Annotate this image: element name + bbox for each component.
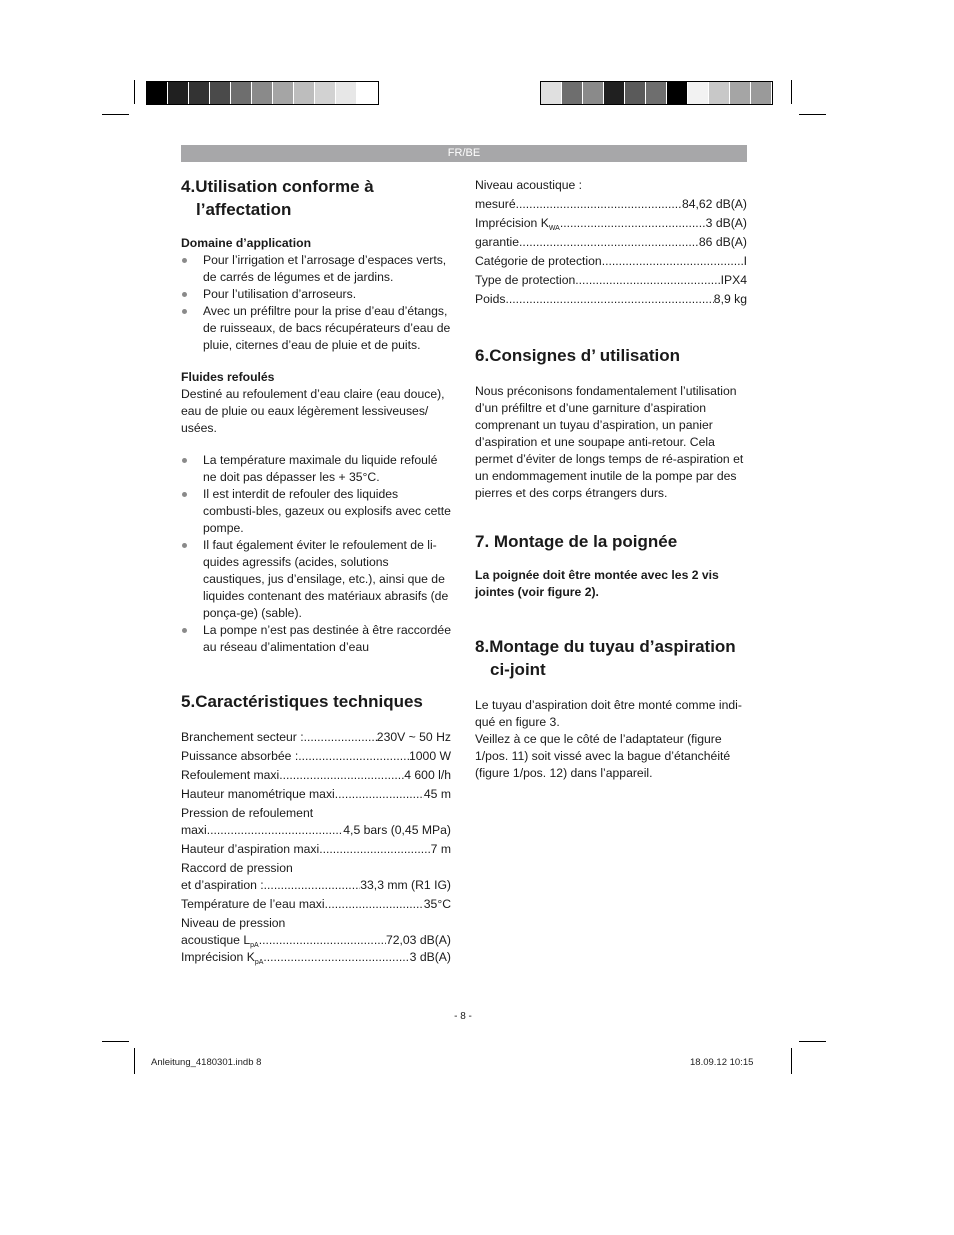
leader-dots [519, 234, 699, 251]
color-swatch [625, 82, 646, 104]
spec-value: 3 dB(A) [705, 216, 747, 230]
section-number: 7. [475, 532, 490, 551]
crop-mark [799, 1041, 826, 1042]
leader-dots [506, 291, 714, 308]
leader-dots [263, 949, 409, 966]
crop-mark [102, 1041, 129, 1042]
spec-label: Hauteur manométrique maxi. [181, 787, 339, 801]
color-swatch [667, 82, 688, 104]
list-item: Il est interdit de refouler des liquides combusti-bles, gazeux ou explosifs avec cette pompe. [181, 486, 451, 537]
leader-dots [319, 841, 430, 858]
leader-dots [338, 786, 424, 803]
leader-dots [602, 253, 744, 270]
spec-value: 7 m [430, 842, 451, 856]
section-8-text-1: Le tuyau d’aspiration doit être monté comme indi-qué en figure 3. [475, 698, 742, 729]
spec-label: maxi. [181, 823, 211, 837]
spec-row [181, 841, 451, 858]
spec-label: Poids [475, 292, 506, 306]
color-swatch [231, 82, 252, 104]
leader-dots [560, 215, 706, 232]
section-number: 5. [181, 692, 196, 711]
spec-pre: Raccord de pression [181, 861, 293, 875]
crop-mark [102, 114, 129, 115]
spec-label: Catégorie de protection [475, 254, 602, 268]
spec-label: garantie [475, 235, 520, 249]
leader-dots [298, 748, 409, 765]
list-item: Pour l’irrigation et l’arrosage d’espaces verts, de carrés de légumes et de jardins. [181, 252, 451, 286]
crop-mark [791, 80, 792, 104]
leader-dots [210, 822, 343, 839]
spec-row [475, 272, 747, 289]
color-swatch [168, 82, 189, 104]
crop-mark [134, 1048, 135, 1074]
spec-value: 230V ~ 50 Hz [376, 730, 451, 744]
color-swatch [541, 82, 562, 104]
leader-dots [516, 196, 682, 213]
left-column [181, 175, 451, 966]
fluides-heading: Fluides refoulés [181, 370, 275, 384]
page-number: - 8 - [454, 1011, 472, 1022]
color-swatch [147, 82, 168, 104]
section-title-text: Montage de la poignée [493, 532, 678, 551]
color-swatch [294, 82, 315, 104]
section-title-text: Caractéristiques techniques [195, 692, 423, 711]
footer-file: Anleitung_4180301.indb 8 [151, 1057, 262, 1068]
section-8-title [475, 635, 747, 681]
section-title-text: Utilisation conforme à l’affectation [195, 177, 374, 219]
section-8-text-2: Veillez à ce que le côté de l’adaptateur (figure 1/pos. 11) soit vissé avec la bague d’étanchéité (figure 1/pos. 12) dans l’appareil. [475, 732, 731, 780]
spec-row [181, 786, 451, 803]
spec-row [181, 896, 451, 913]
language-code: FR/BE [447, 147, 481, 159]
color-swatch [315, 82, 336, 104]
leader-dots [264, 877, 361, 894]
section-number: 6. [475, 346, 490, 365]
section-7-title [475, 530, 747, 553]
spec-row [475, 196, 747, 213]
spec-value: 33,3 mm (R1 IG) [360, 878, 451, 892]
color-swatch [210, 82, 231, 104]
color-swatch [730, 82, 751, 104]
spec-value: 45 m [423, 787, 451, 801]
language-header [181, 145, 747, 162]
section-7-text: La poignée doit être montée avec les 2 vis jointes (voir figure 2). [475, 568, 719, 599]
spec-row [181, 729, 451, 746]
niveau-acoustique-title: Niveau acoustique : [475, 178, 583, 192]
color-swatch [252, 82, 273, 104]
spec-label: Puissance absorbée : [181, 749, 299, 763]
section-6-title [475, 344, 747, 367]
leader-dots [259, 932, 386, 949]
color-swatch [189, 82, 210, 104]
leader-dots [325, 896, 424, 913]
color-swatch [273, 82, 294, 104]
spec-label: Imprécision $K_{WA}$ [475, 216, 560, 232]
spec-row [181, 949, 451, 966]
leader-dots [575, 272, 720, 289]
crop-mark [799, 114, 826, 115]
spec-value: 8,9 kg [713, 292, 747, 306]
spec-label: Branchement secteur : [181, 730, 304, 744]
spec-row [181, 767, 451, 784]
spec-value: 35°C [423, 897, 451, 911]
list-item: Avec un préfiltre pour la prise d’eau d’étangs, de ruisseaux, de bacs récupérateurs d’eau de pluie, citernes d’eau de pluie et de puits. [181, 303, 451, 354]
spec-label: Refoulement maxi. [181, 768, 283, 782]
color-swatch [562, 82, 583, 104]
spec-value: 86 dB(A) [698, 235, 747, 249]
spec-row [181, 822, 451, 839]
spec-label: Température de l’eau maxi [181, 897, 325, 911]
leader-dots [304, 729, 377, 746]
spec-row [181, 748, 451, 765]
color-bar-right [540, 81, 773, 105]
footer-date: 18.09.12 10:15 [690, 1057, 754, 1068]
color-swatch [646, 82, 667, 104]
fluides-list [181, 452, 451, 656]
color-swatch [688, 82, 709, 104]
list-item: Il faut également éviter le refoulement de li-quides agressifs (acides, solutions caustiques, jus d’ensilage, etc.), ainsi que de liquides contenant des matériaux abrasifs (de ponça-ge) (sable). [181, 537, 451, 622]
spec-value: IPX4 [720, 273, 747, 287]
spec-label: et d’aspiration : [181, 878, 264, 892]
spec-label: Imprécision $K_{pA}$ [181, 950, 264, 966]
spec-value: 3 dB(A) [409, 950, 451, 964]
color-swatch [336, 82, 357, 104]
list-item: Pour l’utilisation d’arroseurs. [181, 286, 451, 303]
spec-value: 1000 W [408, 749, 451, 763]
spec-row [475, 234, 747, 251]
spec-value: I [743, 254, 747, 268]
section-5-title [181, 690, 451, 713]
spec-row [475, 291, 747, 308]
crop-mark [791, 1048, 792, 1074]
spec-row [475, 253, 747, 270]
right-column [475, 175, 747, 782]
color-swatch [357, 82, 378, 104]
spec-pre: Pression de refoulement [181, 806, 314, 820]
section-6-text: Nous préconisons fondamentalement l’utilisation d’un préfiltre et d’une garniture d’aspiration comprenant un tuyau d’aspiration, un panier d’aspiration et une soupape anti-retour. Cela permet d’éviter de longs temps de ré-aspiration et un endommagement inutile de la pompe par des pierres et des corps étrangers durs. [475, 384, 744, 500]
list-item: La pompe n’est pas destinée à être raccordée au réseau d’alimentation d’eau [181, 622, 451, 656]
domaine-list [181, 252, 451, 354]
color-bar-left [146, 81, 379, 105]
spec-value: 4,5 bars (0,45 MPa) [343, 823, 451, 837]
spec-value: 84,62 dB(A) [681, 197, 747, 211]
spec-label: Type de protection [475, 273, 576, 287]
spec-label: acoustique $L_{pA}$ [181, 933, 259, 949]
section-4-title [181, 175, 451, 221]
crop-mark [134, 80, 135, 104]
color-swatch [583, 82, 604, 104]
list-item: La température maximale du liquide refoulé ne doit pas dépasser les + 35°C. [181, 452, 451, 486]
section-title-text: Montage du tuyau d’aspiration ci-joint [489, 637, 736, 679]
fluides-text: Destiné au refoulement d’eau claire (eau douce), eau de pluie ou eaux légèrement lessiveuses/ usées. [181, 387, 445, 435]
section-number: 8. [475, 637, 490, 656]
spec-row [181, 932, 451, 949]
spec-value: 4 600 l/h [404, 768, 451, 782]
spec-list [181, 729, 451, 913]
spec-label: Hauteur d’aspiration maxi [181, 842, 320, 856]
color-swatch [751, 82, 772, 104]
domaine-heading: Domaine d’application [181, 236, 312, 250]
section-number: 4. [181, 177, 196, 196]
spec-row [475, 215, 747, 232]
leader-dots [283, 767, 405, 784]
color-swatch [709, 82, 730, 104]
spec-row [181, 877, 451, 894]
section-title-text: Consignes d’ utilisation [489, 346, 680, 365]
spec-value: 72,03 dB(A) [385, 933, 451, 947]
spec-label: mesuré [475, 197, 516, 211]
color-swatch [604, 82, 625, 104]
spec-pre: Niveau de pression [181, 916, 286, 930]
